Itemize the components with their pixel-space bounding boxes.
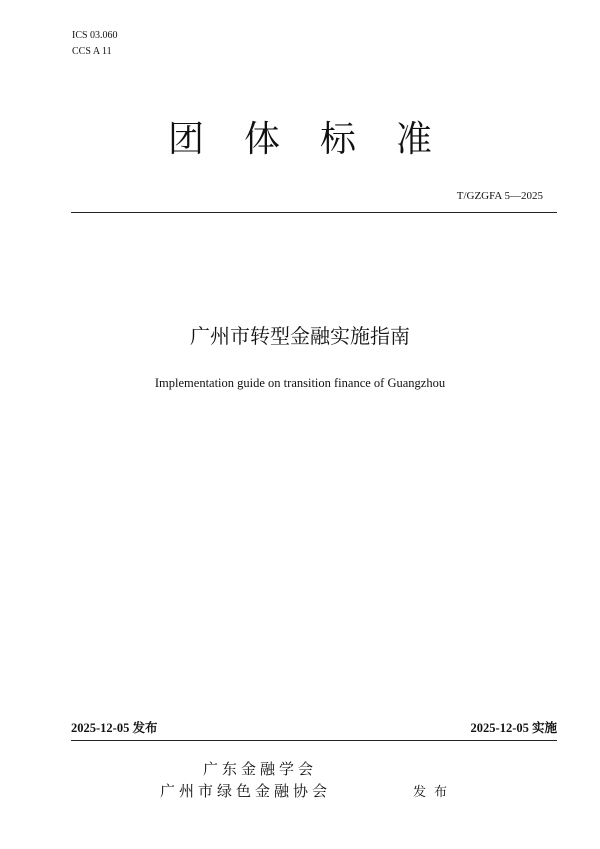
bottom-divider	[71, 740, 557, 741]
issuer-second: 广州市绿色金融协会	[160, 782, 332, 800]
implementation-date: 2025-12-05 实施	[470, 721, 557, 735]
release-date: 2025-12-05 发布	[71, 721, 158, 735]
document-title-chinese: 广州市转型金融实施指南	[190, 324, 410, 348]
document-title-english: Implementation guide on transition finance of Guangzhou	[154, 376, 446, 390]
issuer-first: 广东金融学会	[203, 760, 318, 778]
standard-type-heading: 团体标准	[167, 119, 472, 160]
classification-codes	[72, 28, 118, 60]
publish-label: 发布	[413, 785, 456, 800]
ics-code: ICS 03.060	[72, 30, 118, 41]
ccs-code: CCS A 11	[72, 46, 112, 57]
standard-number: T/GZGFA 5—2025	[456, 190, 543, 202]
top-divider	[71, 212, 557, 213]
